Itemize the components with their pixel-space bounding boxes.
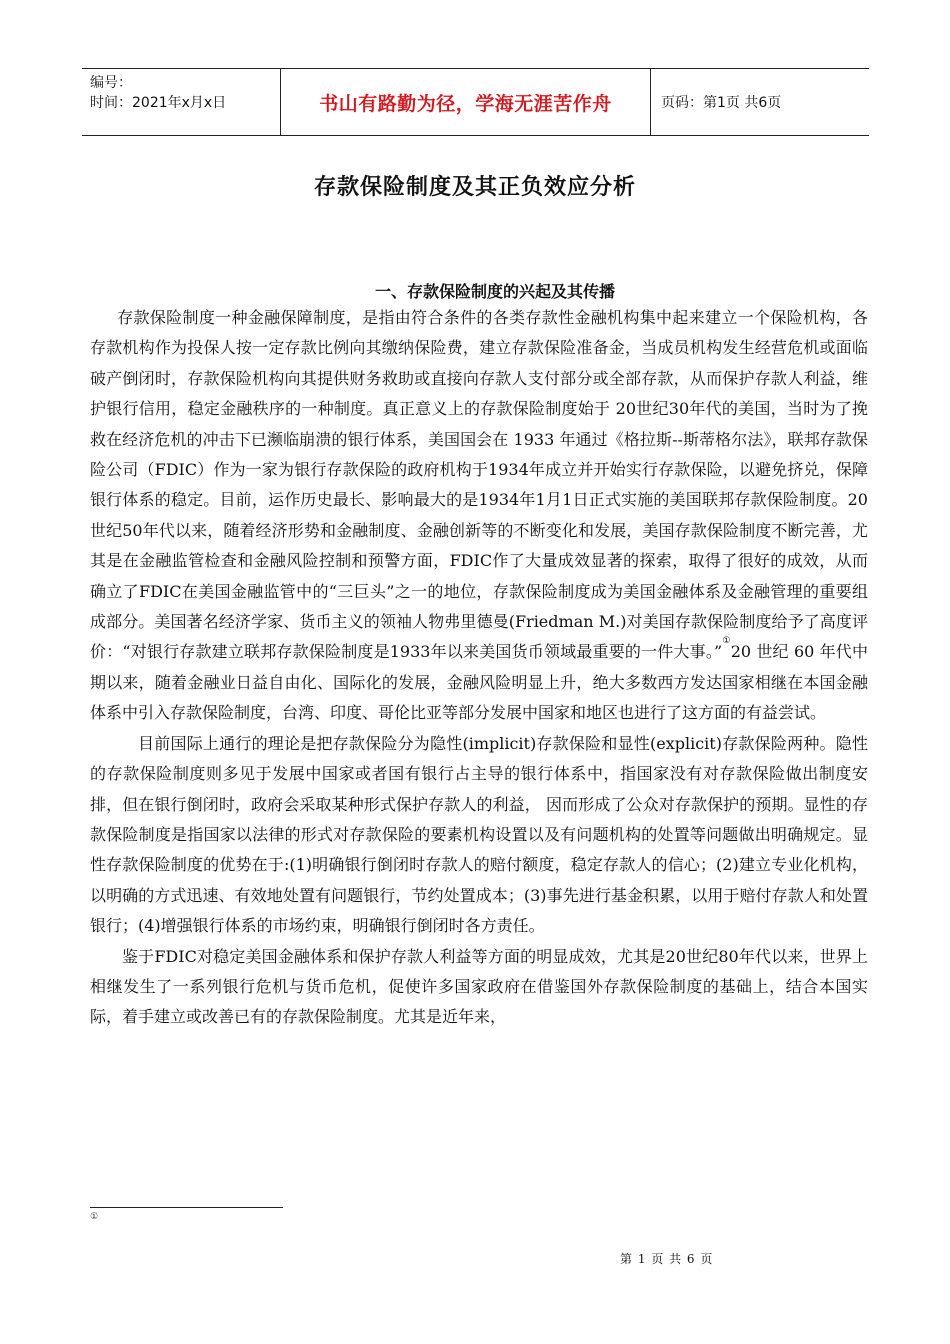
paragraph-text: 20 世纪 60 年代中期以来，随着金融业日益自由化、国际化的发展，金融风险明显上升，绝大多数西方发达国家相继在本国金融体系中引入存款保险制度，台湾、印度、哥伦比亚等部分发展中国家和地区也进行了这方面的有益尝试。 <box>90 642 868 723</box>
page-footer: 第 1 页 共 6 页 <box>620 1252 714 1266</box>
header-page-code: 页码：第1页 共6页 <box>661 95 782 111</box>
header-page-cell <box>651 69 869 135</box>
document-title: 存款保险制度及其正负效应分析 <box>313 175 636 200</box>
section-heading: 一、存款保险制度的兴起及其传播 <box>374 282 615 301</box>
paragraph <box>90 303 868 729</box>
document-number-label: 编号： <box>90 75 132 91</box>
header-motto-cell <box>281 69 651 135</box>
header-table <box>82 68 869 136</box>
paragraph: 鉴于FDIC对稳定美国金融体系和保护存款人利益等方面的明显成效，尤其是20世纪80年代以来，世界上相继发生了一系列银行危机与货币危机，促使许多国家政府在借鉴国外存款保险制度的基础上，结合本国实际，着手建立或改善已有的存款保险制度。尤其是近年来， <box>90 946 868 1027</box>
footnote-mark: ① <box>90 1212 99 1222</box>
header-motto: 书山有路勤为径，学海无涯苦作舟 <box>319 92 612 115</box>
header-meta-cell <box>82 69 281 135</box>
body-text <box>90 303 868 1033</box>
footnote-divider <box>90 1207 283 1208</box>
paragraph-text: 存款保险制度一种金融保障制度，是指由符合条件的各类存款性金融机构集中起来建立一个保险机构，各存款机构作为投保人按一定存款比例向其缴纳保险费，建立存款保险准备金，当成员机构发生经营危机或面临破产倒闭时，存款保险机构向其提供财务救助或直接向存款人支付部分或全部存款，从而保护存款人利益，维护银行信用，稳定金融秩序的一种制度。真正意义上的存款保险制度始于 20世纪30年代的美国，当时为了挽救在经济危机的冲击下已濒临崩溃的银行体系，美国国会在 1933 年通过《格拉斯--斯蒂格尔法》，联邦存款保险公司（FDIC）作为一家为银行存款保险的政府机构于1934年成立并开始实行存款保险，以避免挤兑，保障银行体系的稳定。目前，运作历史最长、影响最大的是1934年1月1日正式实施的美国联邦存款保险制度。20世纪50年代以来，随着经济形势和金融制度、金融创新等的不断变化和发展，美国存款保险制度不断完善，尤其是在金融监管检查和金融风险控制和预警方面，FDIC作了大量成效显著的探索，取得了很好的成效，从而确立了FDIC在美国金融监管中的“三巨头”之一的地位，存款保险制度成为美国金融体系及金融管理的重要组成部分。美国著名经济学家、货币主义的领袖人物弗里德曼(Friedman M.)对美国存款保险制度给予了高度评价：“对银行存款建立联邦存款保险制度是1933年以来美国货币领域最重要的一件大事。” <box>90 308 868 662</box>
document-date: 时间：2021年x月x日 <box>90 95 227 111</box>
paragraph: 目前国际上通行的理论是把存款保险分为隐性(implicit)存款保险和显性(explicit)存款保险两种。隐性的存款保险制度则多见于发展中国家或者国有银行占主导的银行体系中，指国家没有对存款保险做出制度安排，但在银行倒闭时，政府会采取某种形式保护存款人的利益， 因而形成了公众对存款保护的预期。显性的存款保险制度是指国家以法律的形式对存款保险的要素机构设置以及有问题机构的处置等问题做出明确规定。显性存款保险制度的优势在于:(1)明确银行倒闭时存款人的赔付额度，稳定存款人的信心；(2)建立专业化机构，以明确的方式迅速、有效地处置有问题银行，节约处置成本；(3)事先进行基金积累，以用于赔付存款人和处置银行；(4)增强银行体系的市场约束，明确银行倒闭时各方责任。 <box>90 733 868 936</box>
footnote-reference[interactable]: ① <box>722 636 731 647</box>
